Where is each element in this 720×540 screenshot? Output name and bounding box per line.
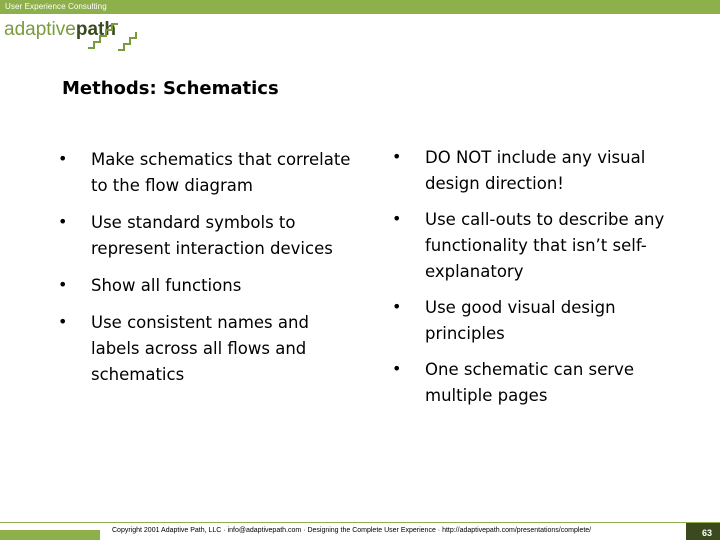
list-item-text: Show all functions [91, 276, 242, 295]
list-item [392, 145, 692, 197]
bullet-icon: • [392, 297, 402, 316]
bullet-icon: • [392, 209, 402, 228]
logo-part-b: path [75, 19, 116, 40]
bullet-icon: • [58, 312, 68, 331]
footer-copyright: Copyright 2001 Adaptive Path, LLC · info@adaptivepath.com · Designing the Complete User Experience · http://adaptivepath.com/presentations/complete/ [112, 527, 592, 534]
list-item-text: One schematic can serve multiple pages [425, 360, 635, 405]
list-item-text: DO NOT include any visual design direction! [425, 148, 646, 193]
page-number: 63 [701, 528, 712, 538]
header-tagline: User Experience Consulting [5, 2, 107, 11]
list-item [58, 147, 358, 199]
bullet-icon: • [392, 147, 402, 166]
list-item-text: Use consistent names and labels across all flows and schematics [91, 313, 309, 384]
footer [0, 523, 720, 540]
bullet-icon: • [392, 359, 402, 378]
bullet-icon: • [58, 212, 68, 231]
list-item-text: Make schematics that correlate to the flow diagram [91, 150, 351, 195]
list-item-text: Use good visual design principles [425, 298, 616, 343]
bullet-icon: • [58, 149, 68, 168]
header-bar [0, 0, 720, 14]
right-bullet-list [392, 145, 692, 419]
list-item [58, 210, 358, 262]
logo-part-a: adaptive [4, 19, 76, 40]
list-item [58, 310, 358, 388]
page-title: Methods: Schematics [62, 78, 279, 99]
list-item [58, 273, 358, 299]
list-item [392, 207, 692, 285]
footer-accent-bar [0, 530, 100, 540]
list-item [392, 357, 692, 409]
list-item [392, 295, 692, 347]
bullet-icon: • [58, 275, 68, 294]
logo-steps-icon [4, 18, 144, 52]
list-item-text: Use call-outs to describe any functionality that isn’t self-explanatory [425, 210, 665, 281]
page-number-box [686, 523, 720, 540]
left-bullet-list [58, 147, 358, 399]
adaptive-path-logo [4, 18, 144, 52]
list-item-text: Use standard symbols to represent interaction devices [91, 213, 333, 258]
